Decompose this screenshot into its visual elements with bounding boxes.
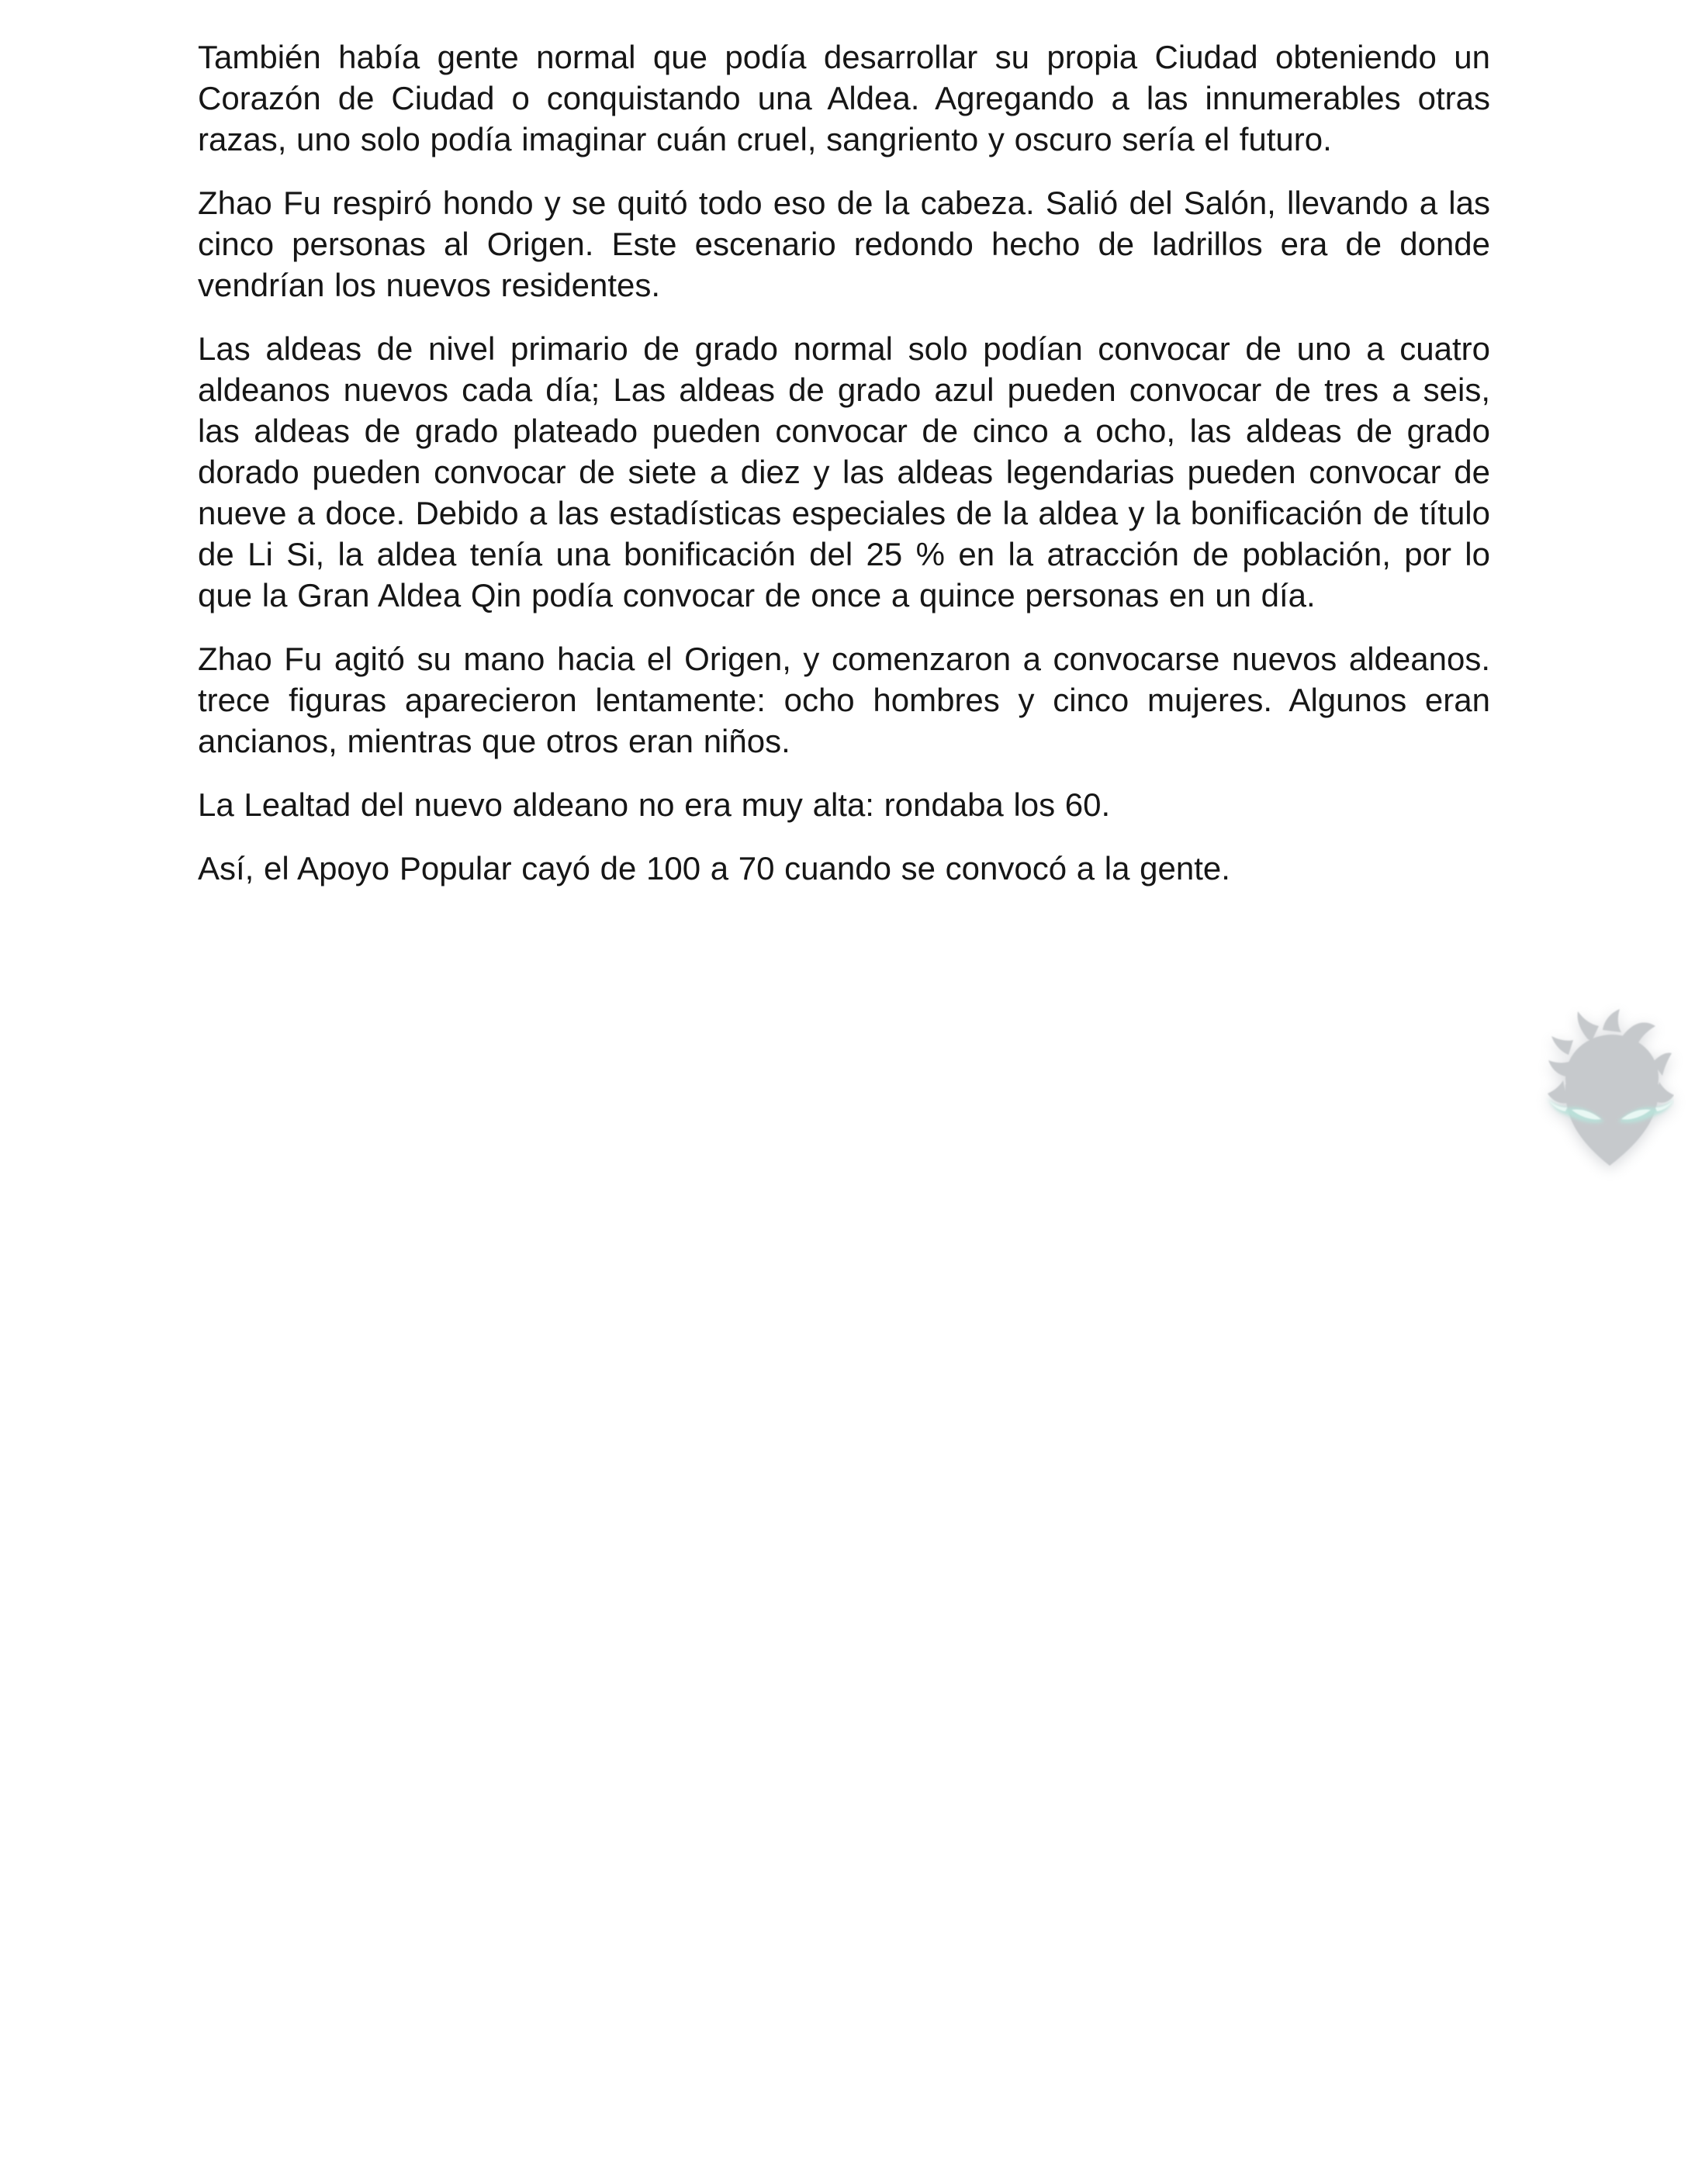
demon-eyes-core [1549,1101,1673,1119]
demon-head-logo [1545,1007,1674,1170]
paragraph-3: Las aldeas de nivel primario de grado normal solo podían convocar de uno a cuatro aldeanos nuevos cada día; Las aldeas de grado azul pueden convocar de tres a seis, las aldeas de grado plateado pueden convocar de cinco a ocho, las aldeas de grado dorado pueden convocar de siete a diez y las aldeas legendarias pueden convocar de nueve a doce. Debido a las estadísticas especiales de la aldea y la bonificación de título de Li Si, la aldea tenía una bonificación del 25 % en la atracción de población, por lo que la Gran Aldea Qin podía convocar de once a quince personas en un día. [198,330,1490,613]
paragraph-2: Zhao Fu respiró hondo y se quitó todo eso de la cabeza. Salió del Salón, llevando a las cinco personas al Origen. Este escenario redondo hecho de ladrillos era de donde vendrían los nuevos residentes. [198,185,1490,303]
paragraph-6: Así, el Apoyo Popular cayó de 100 a 70 cuando se convocó a la gente. [198,850,1230,886]
paragraph-1: También había gente normal que podía desarrollar su propia Ciudad obteniendo un Corazón de Ciudad o conquistando una Aldea. Agregando a las innumerables otras razas, uno solo podía imaginar cuán cruel, sangriento y oscuro sería el futuro. [198,39,1490,157]
demon-head-body [1548,1009,1674,1166]
demon-eyes-glow [1548,1097,1674,1123]
watermark [1545,1007,1674,1170]
paragraph-5: La Lealtad del nuevo aldeano no era muy alta: rondaba los 60. [198,786,1111,823]
text-content [198,36,1490,911]
paragraph-4: Zhao Fu agitó su mano hacia el Origen, y comenzaron a convocarse nuevos aldeanos. trece figuras aparecieron lentamente: ocho hombres y cinco mujeres. Algunos eran ancianos, mientras que otros eran niños. [198,641,1490,759]
